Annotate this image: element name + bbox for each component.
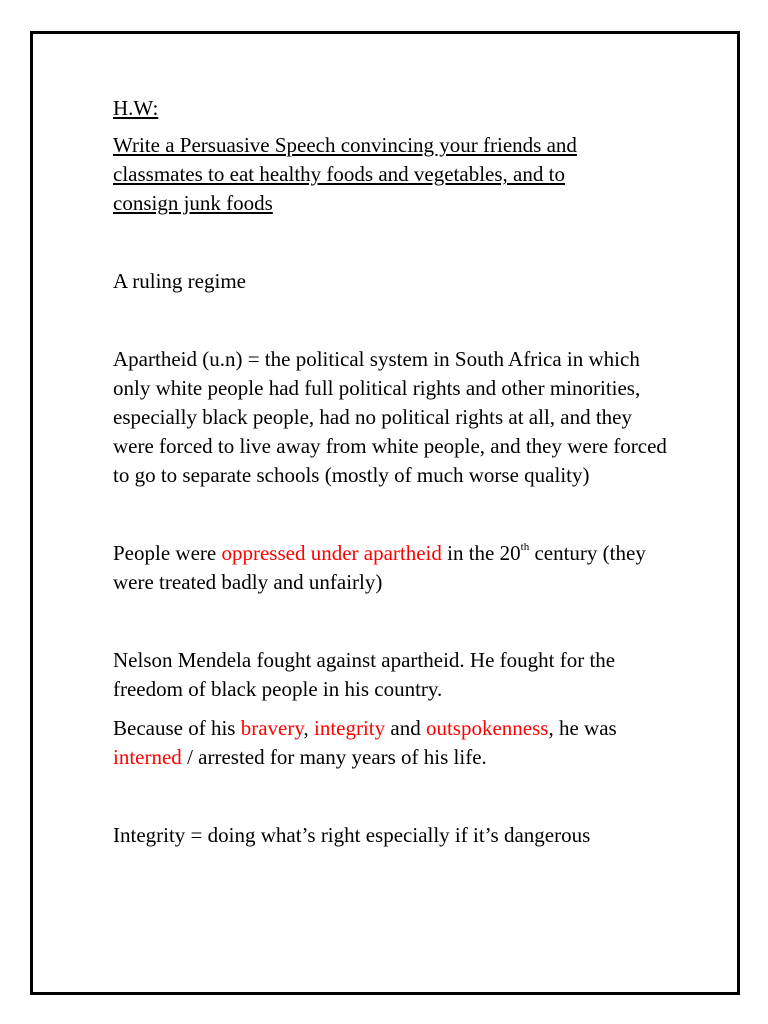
interned-highlight: interned — [113, 745, 182, 769]
regime-line: A ruling regime — [113, 269, 246, 293]
outspokenness-highlight: outspokenness — [425, 716, 549, 740]
homework-heading — [113, 94, 673, 123]
apartheid-definition: Apartheid (u.n) = the political system in South Africa in which only white people had full political rights and other minorities, especially black people, had no political rights at all, and they were forced to live away from white people, and they were forced to go to separate schools (mostly of much worse quality) — [113, 347, 667, 487]
oppressed-highlight: oppressed under apartheid — [221, 541, 442, 565]
integrity-definition: Integrity = doing what’s right especially if it’s dangerous — [113, 823, 591, 847]
document-body — [113, 94, 673, 850]
because-paragraph — [113, 714, 673, 772]
oppressed-paragraph — [113, 539, 673, 597]
because-text-3: and — [385, 716, 426, 740]
because-text-1: Because of his — [113, 716, 241, 740]
homework-task-text: Write a Persuasive Speech convincing your friends and classmates to eat healthy foods and vegetables, and to consign junk foods — [113, 133, 577, 215]
oppressed-post: century (they were treated badly and unfairly) — [113, 541, 646, 594]
because-text-5: / arrested for many years of his life. — [181, 745, 487, 769]
century-superscript: th — [520, 541, 530, 553]
because-text-4: , he was — [548, 716, 617, 740]
homework-heading-text: H.W: — [113, 96, 159, 120]
integrity-highlight: integrity — [313, 716, 386, 740]
oppressed-pre: People were — [113, 541, 222, 565]
bravery-highlight: bravery — [240, 716, 304, 740]
homework-task — [113, 131, 633, 218]
mandela-paragraph: Nelson Mendela fought against apartheid. He fought for the freedom of black people in his country. — [113, 648, 616, 701]
because-text-2: , — [303, 716, 314, 740]
oppressed-mid: in the 20 — [441, 541, 521, 565]
